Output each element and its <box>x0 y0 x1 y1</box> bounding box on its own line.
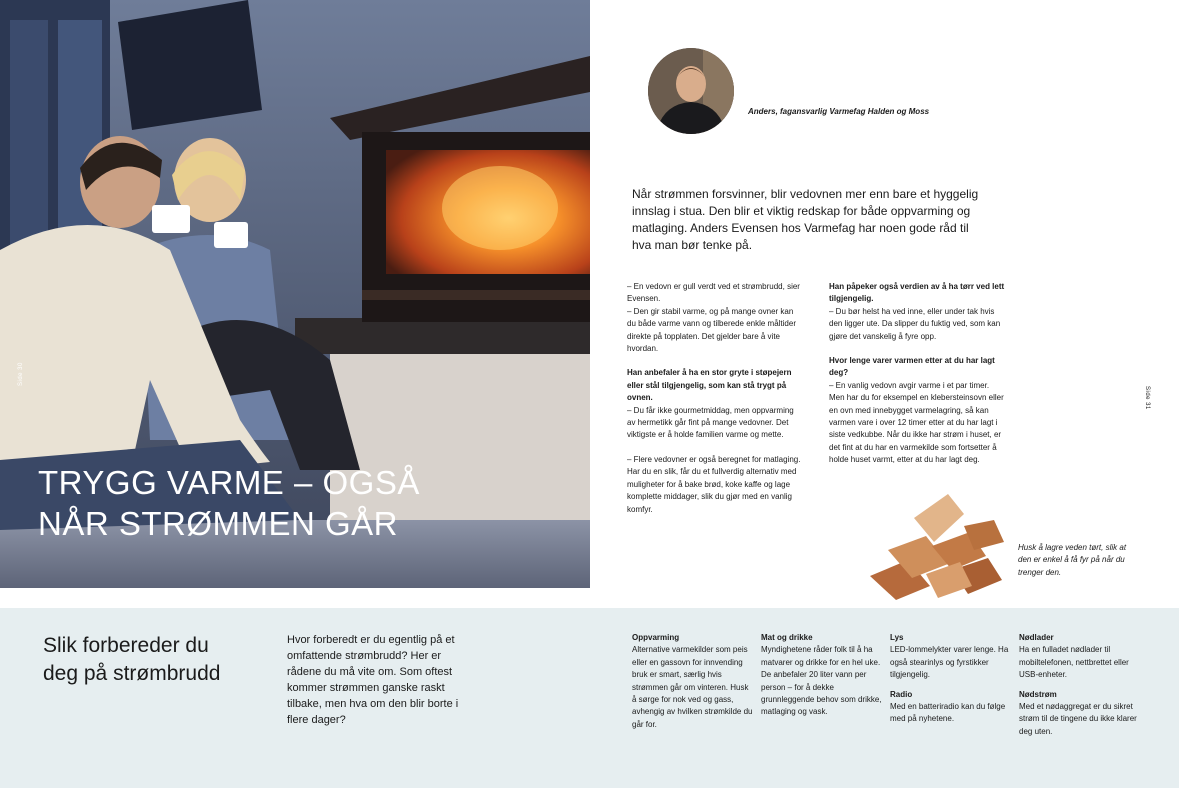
tip-heading: Oppvarming <box>632 633 680 642</box>
portrait-caption: Anders, fagansvarlig Varmefag Halden og Moss <box>748 107 930 116</box>
tip-text: Alternative varmekilder som peis eller en gassovn for innvending bruk er smart, særlig hvis strømmen går om vinteren. Husk å sørge for nok ved og gass, avhengig av hvilken strømkilde du går for. <box>632 645 753 729</box>
tip-oppvarming <box>632 632 754 731</box>
paragraph-heading: Han påpeker også verdien av å ha tørr ved lett tilgjengelig. <box>829 282 1005 304</box>
article-ingress: Når strømmen forsvinner, blir vedovnen mer enn bare et hyggelig innslag i stua. Den blir et viktig redskap for både oppvarming og matlaging. Anders Evensen hos Varmefag har noen gode råd til hva man bør tenke på. <box>632 187 979 252</box>
tip-nodlader <box>1019 632 1141 738</box>
page-headline <box>38 462 420 544</box>
tips-intro: Hvor forberedt er du egentlig på et omfattende strømbrudd? Her er rådene du må vite om. Som oftest kommer strømmen ganske raskt tilbake, men hva om den blir borte i flere dager? <box>287 634 459 726</box>
page-number-left: Side 30 <box>18 362 24 386</box>
hero-photo <box>0 0 590 588</box>
tip-heading: Mat og drikke <box>761 633 813 642</box>
page-number-right: Side 31 <box>1144 386 1150 410</box>
tip-text: Med en batteriradio kan du følge med på nyhetene. <box>890 702 1006 724</box>
tip-mat-og-drikke <box>761 632 883 719</box>
tips-title-line-1: Slik forbereder du <box>43 634 209 657</box>
firewood-caption: Husk å lagre veden tørt, slik at den er enkel å få fyr på når du trenger den. <box>1018 543 1127 577</box>
tip-lys <box>890 632 1012 726</box>
paragraph: – En vanlig vedovn avgir varme i et par timer. Men har du for eksempel en klebersteinsovn eller en ovn med innebygget varmelagring, så kan varmen vare i over 12 timer etter at du har lagt i siste vedkubbe. Når du ikke har strøm i huset, er det fint at du har en varmekilde som fortsetter å holde huset varmt, etter at du har lagt deg. <box>829 380 1004 465</box>
paragraph: – En vedovn er gull verdt ved et strømbrudd, sier Evensen. <box>627 282 800 304</box>
paragraph: – Du får ikke gourmetmiddag, men oppvarming av hermetikk går fint på mange vedovner. Det viktigste er å holde familien varme og mette. <box>627 405 794 440</box>
tip-heading: Nødstrøm <box>1019 689 1057 699</box>
paragraph: – Flere vedovner er også beregnet for matlaging. Har du en slik, får du et fullverdig alternativ med muligheter for å bake brød, koke kaffe og lage komplette middager, slik du gjør med en vanlig komfyr. <box>627 454 801 514</box>
article-column-b <box>829 281 1005 467</box>
headline-line-1: TRYGG VARME – OGSÅ <box>38 464 420 501</box>
paragraph-heading: Han anbefaler å ha en stor gryte i støpejern eller stål tilgjengelig, som kan stå trygt på ovnen. <box>627 368 792 403</box>
paragraph: – Den gir stabil varme, og på mange ovner kan du både varme vann og tilberede enkle måltider direkte på topplaten. Det gjelder bare å vite hvordan. <box>627 306 796 354</box>
headline-line-2: NÅR STRØMMEN GÅR <box>38 505 399 542</box>
tip-heading: Lys <box>890 633 904 642</box>
tip-text: Myndighetene råder folk til å ha matvarer og drikke for en hel uke. De anbefaler 20 liter vann per person – for å dekke grunnleggende behov som drikke, matlaging og vask. <box>761 645 882 717</box>
portrait-photo <box>648 48 734 134</box>
firewood-pile-illustration <box>868 490 1008 602</box>
tip-text: LED-lommelykter varer lenge. Ha også stearinlys og fyrstikker tilgjengelig. <box>890 645 1009 680</box>
portrait-illustration <box>648 48 734 134</box>
tip-heading: Radio <box>890 689 913 699</box>
paragraph-heading: Hvor lenge varer varmen etter at du har lagt deg? <box>829 356 995 378</box>
tip-heading: Nødlader <box>1019 633 1054 642</box>
tip-text: Med et nødaggregat er du sikret strøm til de tingene du ikke klarer deg uten. <box>1019 702 1137 736</box>
paragraph: – Du bør helst ha ved inne, eller under tak hvis den ligger ute. Da slipper du fuktig ved, som kan gjøre det vanskelig å fyre opp. <box>829 306 1001 341</box>
tips-title <box>43 632 273 688</box>
tips-title-line-2: deg på strømbrudd <box>43 662 221 685</box>
tip-text: Ha en fulladet nødlader til mobiltelefonen, nettbrettet eller USB-enheter. <box>1019 645 1129 680</box>
article-column-a <box>627 281 803 516</box>
